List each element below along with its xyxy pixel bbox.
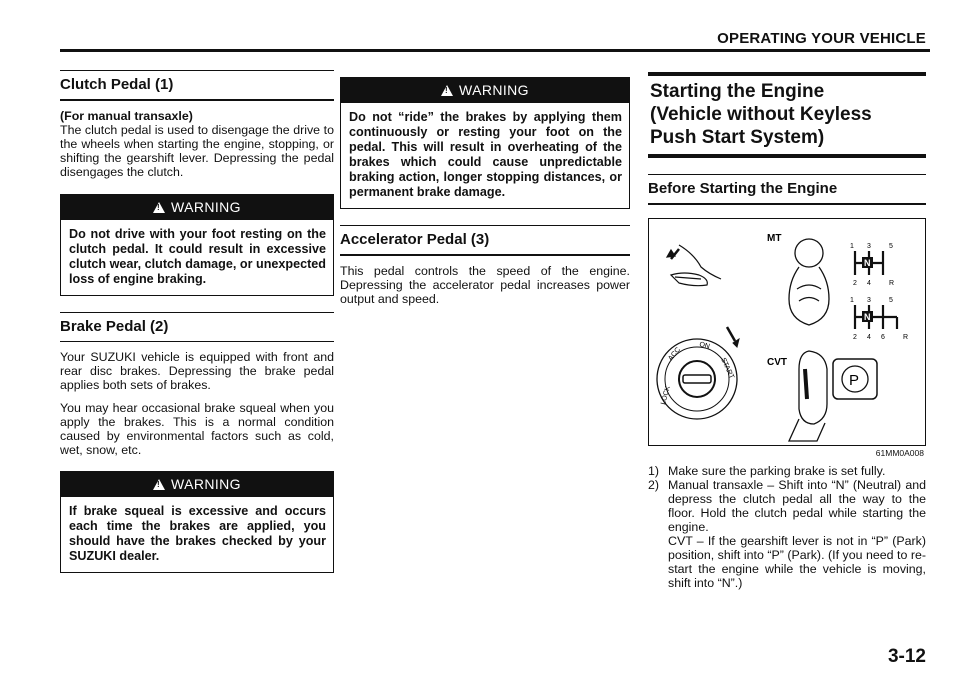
warning-header (61, 195, 333, 220)
page-number: 3-12 (887, 646, 926, 667)
title-line-3: Push Start System) (650, 127, 825, 148)
ignition-label: ACC (667, 345, 683, 362)
gear-label: 3 (867, 296, 871, 304)
shift-pattern-6speed (855, 305, 897, 329)
warning-label: WARNING (171, 198, 241, 215)
starting-figure (648, 218, 926, 446)
accelerator-pedal-title: Accelerator Pedal (3) (340, 231, 490, 248)
column-middle (340, 77, 630, 306)
brake-pedal-title: Brake Pedal (2) (60, 317, 169, 335)
warning-triangle-icon (441, 85, 453, 96)
step-item (648, 478, 926, 534)
header-rule (60, 49, 930, 52)
header-title: OPERATING YOUR VEHICLE (717, 30, 926, 47)
title-line-1: Starting the Engine (650, 81, 825, 102)
warning-triangle-icon (153, 479, 165, 490)
ignition-label: START (719, 356, 735, 380)
column-right (648, 72, 926, 590)
gear-label: 3 (867, 242, 871, 250)
section-rule (340, 254, 630, 256)
starting-engine-title (648, 76, 926, 154)
ride-brakes-warning-box (340, 77, 630, 209)
clutch-body: The clutch pedal is used to disengage the drive to the wheels when starting the engine, stopping, or shifting the gearshift lever. Depressing the pedal disengages the clutch. (60, 122, 334, 179)
gear-label: 1 (850, 242, 854, 250)
accelerator-section-header (340, 225, 630, 256)
figure-caption: 61MM0A008 (875, 447, 924, 458)
gearshift-ignition-illustration (649, 219, 925, 445)
neutral-label: N (864, 257, 871, 268)
step-text: Manual transaxle – Shift into “N” (Neutral) and depress the clutch pedal all the way to the floor. Hold the clutch pedal while starting the engine. (668, 477, 926, 534)
gear-label: 2 (853, 333, 857, 341)
warning-label: WARNING (459, 82, 529, 98)
step-item (648, 464, 926, 478)
brake-warning-text: If brake squeal is excessive and occurs each time the brakes are applied, you should have the brakes checked by your SUZUKI dealer. (69, 504, 326, 563)
warning-header (341, 78, 629, 103)
cvt-label: CVT (767, 356, 787, 368)
warning-triangle-icon (153, 202, 165, 213)
ignition-label: LOCK (660, 384, 672, 406)
gear-label: 4 (867, 279, 871, 287)
clutch-pedal-title: Clutch Pedal (1) (60, 76, 174, 93)
ride-brakes-warning-text: Do not “ride” the brakes by applying them continuously or resting your foot on the pedal. This will result in overheating of the brakes which could cause unpredictable braking action, longer stopping distances, or permanent brake damage. (349, 110, 622, 199)
park-label: P (849, 371, 860, 389)
brake-section-header (60, 312, 334, 343)
cvt-lever (789, 351, 827, 441)
section-rule (648, 203, 926, 205)
section-rule (60, 99, 334, 101)
accelerator-body: This pedal controls the speed of the engine. Depressing the accelerator pedal increases power output and speed. (340, 263, 630, 306)
column-left (60, 70, 334, 573)
clutch-content (60, 109, 334, 179)
neutral-label: N (864, 311, 871, 322)
clutch-warning-text: Do not drive with your foot resting on the clutch pedal. It could result in excessive clutch wear, clutch damage, or unexpected loss of engine braking. (69, 226, 326, 286)
brake-body-1: Your SUZUKI vehicle is equipped with front and rear disc brakes. Depressing the brake pedal applies both sets of brakes. (60, 350, 334, 392)
ignition-label: ON (698, 340, 711, 351)
brake-body-2: You may hear occasional brake squeal when you apply the brakes. This is a normal condition caused by environmental factors such as cold, wet, snow, etc. (60, 401, 334, 457)
step-number: 1) (648, 463, 660, 478)
section-rule (60, 341, 334, 343)
clutch-warning-box (60, 194, 334, 296)
starting-steps (648, 464, 926, 590)
title-line-2: (Vehicle without Keyless (650, 104, 872, 125)
title-rule-bottom (648, 154, 926, 158)
before-starting-header (648, 174, 926, 205)
gear-label: R (903, 333, 909, 341)
mt-label: MT (767, 232, 782, 244)
gear-label: 4 (867, 333, 871, 341)
step-item (648, 534, 926, 590)
step-text: Make sure the parking brake is set fully. (668, 463, 886, 478)
before-starting-title: Before Starting the Engine (648, 180, 838, 197)
step-number (648, 534, 668, 590)
clutch-section-header (60, 70, 334, 101)
gearshift-knob (789, 239, 829, 325)
gear-label: 6 (881, 333, 885, 341)
step-number: 2) (648, 477, 660, 492)
step-text: CVT – If the gearshift lever is not in “P” (Park) position, shift into “P” (Park). (If you need to re-start the engine while the vehicle is moving, shift into “N”.) (668, 533, 926, 590)
gear-label: 5 (889, 242, 893, 250)
warning-label: WARNING (171, 476, 241, 492)
brake-warning-box (60, 471, 334, 573)
clutch-subhead: (For manual transaxle) (60, 108, 193, 123)
page-header (60, 0, 930, 56)
warning-header (61, 472, 333, 497)
gear-label: 1 (850, 296, 854, 304)
gear-label: R (889, 279, 895, 287)
gear-label: 5 (889, 296, 893, 304)
clutch-pedal-sketch (667, 245, 721, 286)
gear-label: 2 (853, 279, 857, 287)
